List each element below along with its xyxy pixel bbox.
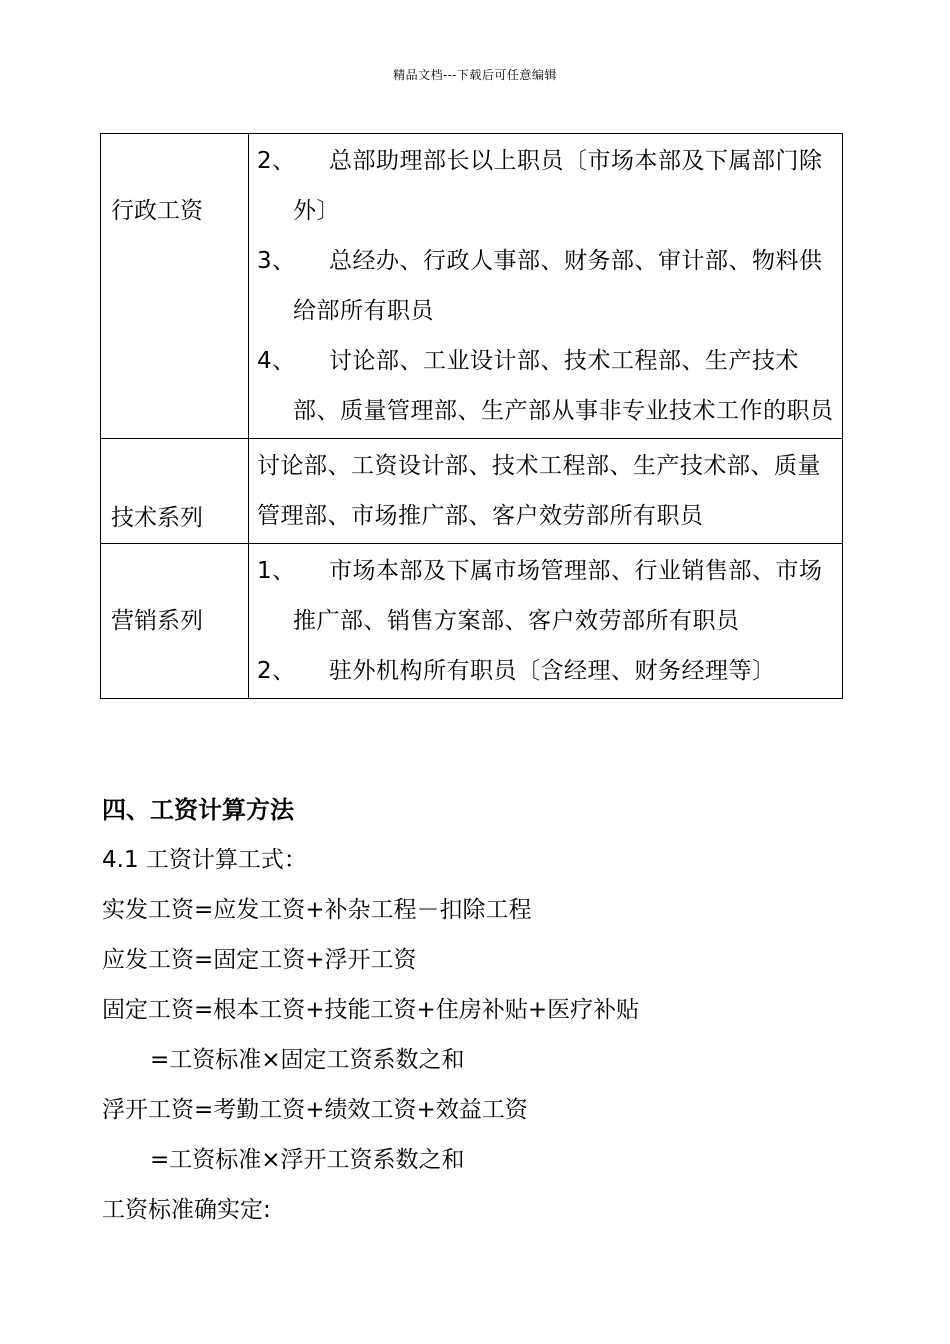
item-number: 3、 xyxy=(257,248,296,274)
list-item xyxy=(257,336,834,436)
list-item xyxy=(257,546,834,646)
category-cell xyxy=(101,439,249,544)
list-item xyxy=(257,136,834,236)
description-text: 讨论部、工资设计部、技术工程部、生产技术部、质量管理部、市场推广部、客户效劳部所有职员 xyxy=(257,453,821,529)
staff-category-table xyxy=(100,133,843,699)
item-number: 1、 xyxy=(257,558,296,584)
formula-line: 应发工资=固定工资+浮开工资 xyxy=(102,947,417,973)
category-label: 技术系列 xyxy=(111,505,203,531)
category-label: 行政工资 xyxy=(111,198,203,224)
page-header: 精品文档---下载后可任意编辑 xyxy=(393,68,557,82)
description-cell xyxy=(249,439,843,544)
description-cell xyxy=(249,544,843,699)
category-cell xyxy=(101,134,249,439)
list-item xyxy=(257,236,834,336)
formula-heading: 4.1 工资计算工式： xyxy=(102,847,307,873)
section-title: 四、工资计算方法 xyxy=(102,796,294,824)
category-label: 营销系列 xyxy=(111,608,203,634)
formula-line: 工资标准确实定: xyxy=(102,1197,271,1223)
description-cell xyxy=(249,134,843,439)
formula-block xyxy=(102,835,862,1235)
formula-line: =工资标准×浮开工资系数之和 xyxy=(150,1147,465,1173)
item-text: 驻外机构所有职员〔含经理、财务经理等〕 xyxy=(329,658,776,684)
item-text: 讨论部、工业设计部、技术工程部、生产技术部、质量管理部、生产部从事非专业技术工作的职员 xyxy=(293,348,834,424)
formula-line: =工资标准×固定工资系数之和 xyxy=(150,1047,465,1073)
formula-line: 固定工资=根本工资+技能工资+住房补贴+医疗补贴 xyxy=(102,997,640,1023)
item-number: 4、 xyxy=(257,348,296,374)
item-text: 总经办、行政人事部、财务部、审计部、物料供给部所有职员 xyxy=(293,248,823,324)
table-row xyxy=(101,439,843,544)
formula-line: 实发工资=应发工资+补杂工程－扣除工程 xyxy=(102,897,532,923)
table-row xyxy=(101,544,843,699)
category-cell xyxy=(101,544,249,699)
item-number: 2、 xyxy=(257,658,296,684)
item-text: 总部助理部长以上职员〔市场本部及下属部门除外〕 xyxy=(293,148,823,224)
item-number: 2、 xyxy=(257,148,296,174)
list-item xyxy=(257,646,834,696)
formula-line: 浮开工资=考勤工资+绩效工资+效益工资 xyxy=(102,1097,528,1123)
table-row xyxy=(101,134,843,439)
item-text: 市场本部及下属市场管理部、行业销售部、市场推广部、销售方案部、客户效劳部所有职员 xyxy=(293,558,823,634)
